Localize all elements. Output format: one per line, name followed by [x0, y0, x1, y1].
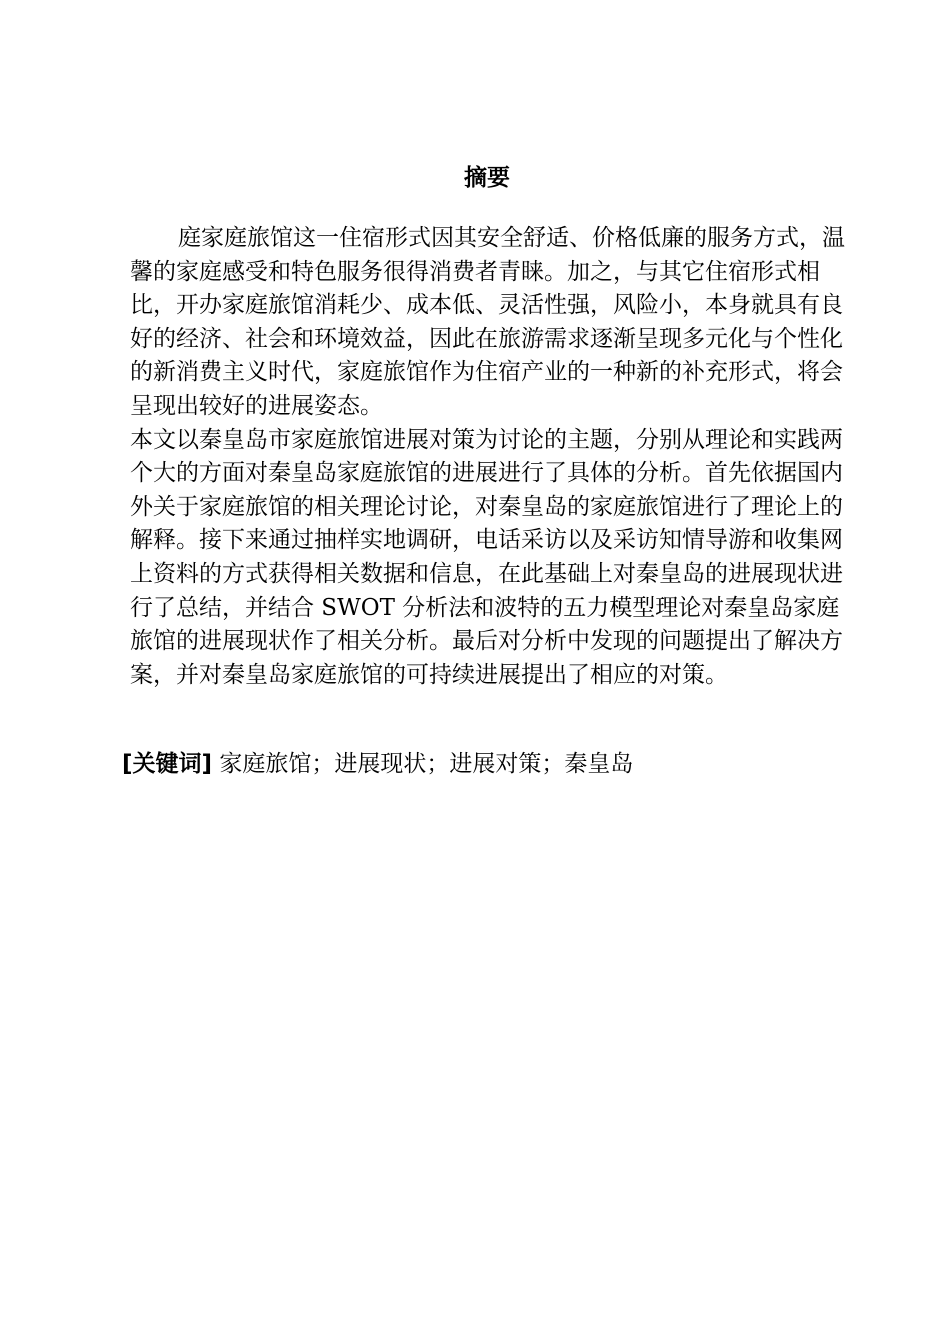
abstract-title: 摘要 — [464, 165, 510, 191]
abstract-paragraph-2: 本文以秦皇岛市家庭旅馆进展对策为讨论的主题，分别从理论和实践两个大的方面对秦皇岛家庭旅馆的进展进行了具体的分析。首先依据国内外关于家庭旅馆的相关理论讨论，对秦皇岛的家庭旅馆进行了理论上的解释。接下来通过抽样实地调研，电话采访以及采访知情导游和收集网上资料的方式获得相关数据和信息，在此基础上对秦皇岛的进展现状进行了总结，并结合 SWOT 分析法和波特的五力模型理论对秦皇岛家庭旅馆的进展现状作了相关分析。最后对分析中发现的问题提出了解决方案，并对秦皇岛家庭旅馆的可持续进展提出了相应的对策。 — [130, 426, 843, 688]
abstract-body — [130, 222, 860, 692]
keywords-text: 家庭旅馆；进展现状；进展对策；秦皇岛 — [219, 751, 634, 777]
keywords-label: [关键词] — [122, 751, 213, 777]
abstract-paragraph-1: 庭家庭旅馆这一住宿形式因其安全舒适、价格低廉的服务方式，温馨的家庭感受和特色服务很得消费者青睐。加之，与其它住宿形式相比，开办家庭旅馆消耗少、成本低、灵活性强，风险小，本身就具有良好的经济、社会和环境效益，因此在旅游需求逐渐呈现多元化与个性化的新消费主义时代，家庭旅馆作为住宿产业的一种新的补充形式，将会呈现出较好的进展姿态。 — [130, 225, 845, 419]
keywords-line — [122, 747, 862, 781]
